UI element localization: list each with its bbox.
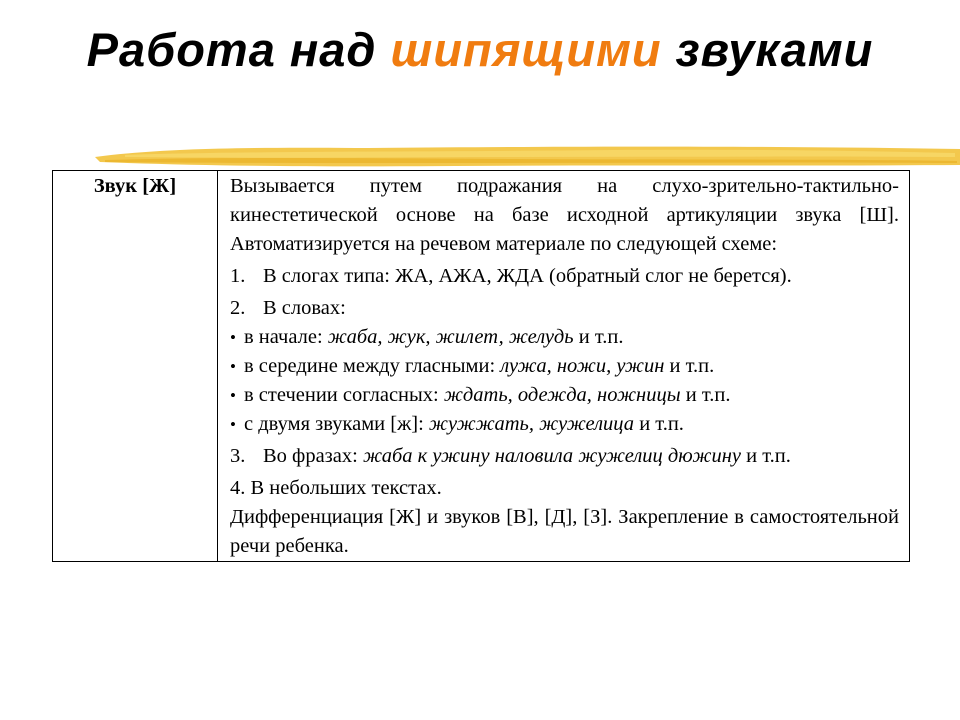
- bullet-label: в стечении согласных:: [244, 384, 444, 406]
- title-accent-word: шипящими: [390, 23, 662, 76]
- bullet-marker: •: [230, 386, 236, 405]
- bullet-label: в начале:: [244, 326, 328, 348]
- title-part2: звуками: [661, 23, 874, 76]
- bullet-examples: жужжать, жужелица: [428, 413, 635, 435]
- bullet-label: с двумя звуками [ж]:: [244, 413, 429, 435]
- bullet-suffix: и т.п.: [680, 384, 731, 406]
- sound-header-cell: Звук [Ж]: [53, 171, 218, 562]
- list-item-label: Во фразах:: [263, 445, 363, 467]
- list-item-suffix: и т.п.: [741, 445, 791, 467]
- bullet-marker: •: [230, 415, 236, 434]
- bullet-item: [230, 323, 899, 352]
- closing-paragraph: Дифференциация [Ж] и звуков [В], [Д], [З]. Закрепление в самостоятельной речи ребенка.: [230, 506, 899, 557]
- table-row: [53, 171, 910, 562]
- bullet-examples: ждать, одежда, ножницы: [443, 384, 681, 406]
- list-number: 2.: [230, 297, 246, 319]
- list-item-texts: 4. В небольших текстах.: [230, 477, 442, 499]
- bullet-item: [230, 381, 899, 410]
- list-item-phrases: [230, 442, 899, 471]
- bullet-marker: •: [230, 328, 236, 347]
- content-table: [52, 170, 910, 562]
- list-number: 3.: [230, 445, 246, 467]
- slide-title: [0, 22, 960, 77]
- bullet-examples: жаба, жук, жилет, желудь: [327, 326, 574, 348]
- bullet-item: [230, 410, 899, 439]
- list-item-text: В словах:: [263, 297, 346, 319]
- list-item-syllables: [230, 262, 899, 291]
- list-item-examples: жаба к ужину наловила жужелиц дюжину: [362, 445, 742, 467]
- bullet-item: [230, 352, 899, 381]
- bullet-suffix: и т.п.: [573, 326, 624, 348]
- brush-stroke-decoration: [95, 135, 960, 175]
- list-number: 1.: [230, 265, 246, 287]
- intro-paragraph: Вызывается путем подражания на слухо-зрительно-тактильно-кинестетической основе на базе исходной артикуляции звука [Ш]. Автоматизируется на речевом материале по следующей схеме:: [230, 175, 899, 255]
- list-item-words: [230, 294, 899, 323]
- bullet-label: в середине между гласными:: [244, 355, 501, 377]
- description-cell: [218, 171, 910, 562]
- bullet-examples: лужа, ножи, ужин: [500, 355, 665, 377]
- bullet-marker: •: [230, 357, 236, 376]
- bullet-suffix: и т.п.: [634, 413, 684, 435]
- title-part1: Работа над: [86, 23, 391, 76]
- bullet-suffix: и т.п.: [664, 355, 715, 377]
- list-item-text: В слогах типа: ЖА, АЖА, ЖДА (обратный слог не берется).: [263, 265, 792, 287]
